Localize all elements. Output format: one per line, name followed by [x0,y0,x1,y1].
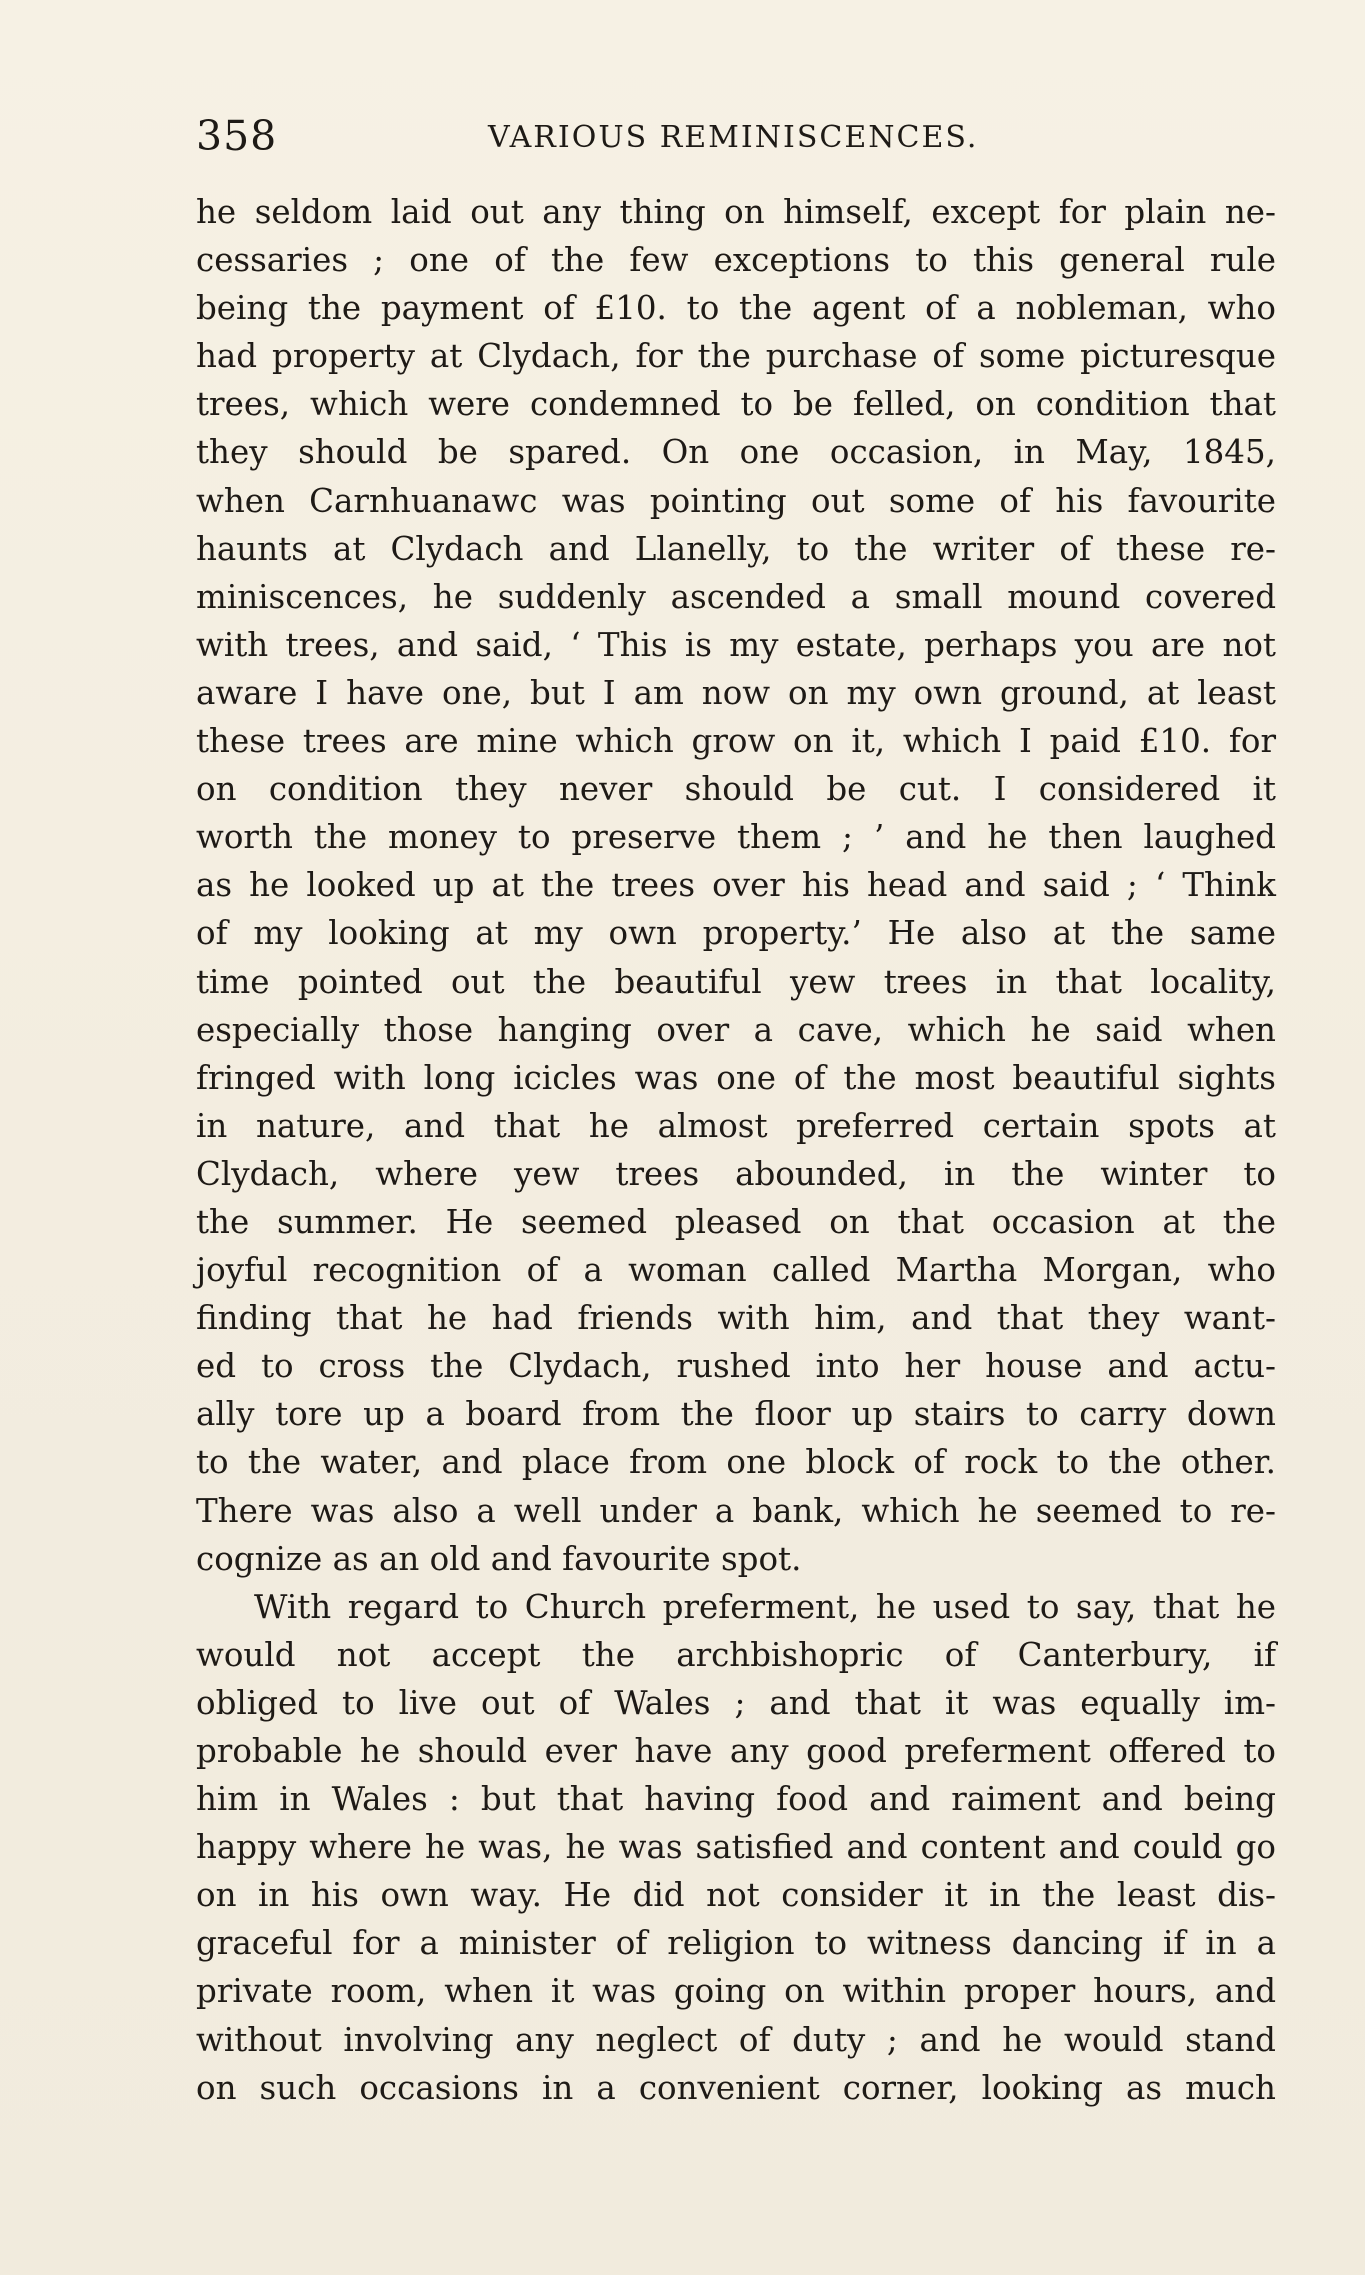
text-line: obliged to live out of Wales ; and that it was equally im- [196,1683,1276,1722]
text-line: trees, which were condemned to be felled, on condition that [196,385,1276,424]
text-line: fringed with long icicles was one of the most beautiful sights [196,1058,1276,1097]
text-line: aware I have one, but I am now on my own ground, at least [196,673,1276,712]
text-line: to the water, and place from one block of rock to the other. [196,1443,1276,1482]
text-line: cognize as an old and favourite spot. [196,1539,802,1578]
text-line: cessaries ; one of the few exceptions to this general rule [196,241,1276,280]
text-line: happy where he was, he was satisfied and content and could go [196,1828,1276,1867]
text-line: with trees, and said, ‘ This is my estate, perhaps you are not [196,625,1276,664]
text-line: probable he should ever have any good preferment offered to [196,1732,1276,1770]
text-line: when Carnhuanawc was pointing out some of his favourite [196,481,1276,520]
body-text [196,188,1276,2112]
text-line: especially those hanging over a cave, which he said when [196,1010,1276,1049]
text-line: being the payment of £10. to the agent of a nobleman, who [196,289,1276,328]
text-line: had property at Clydach, for the purchase of some picturesque [196,337,1276,376]
text-line: finding that he had friends with him, and that they want- [196,1299,1276,1338]
text-line: miniscences, he suddenly ascended a small mound covered [196,577,1276,616]
text-line: on condition they never should be cut. I considered it [196,770,1276,809]
text-line: ally tore up a board from the floor up stairs to carry down [196,1395,1276,1434]
text-line: on in his own way. He did not consider it in the least dis- [196,1876,1276,1915]
text-line: without involving any neglect of duty ; and he would stand [196,2020,1276,2059]
text-line: ed to cross the Clydach, rushed into her house and actu- [196,1347,1276,1386]
text-line: private room, when it was going on within proper hours, and [196,1972,1276,2011]
text-line: time pointed out the beautiful yew trees in that locality, [196,962,1276,1001]
text-line: of my looking at my own property.’ He also at the same [196,914,1276,953]
text-line: There was also a well under a bank, which he seemed to re- [196,1491,1276,1530]
text-line: would not accept the archbishopric of Canterbury, if [196,1635,1276,1674]
text-line: him in Wales : but that having food and raiment and being [196,1780,1276,1819]
text-line: he seldom laid out any thing on himself, except for plain ne- [196,193,1276,231]
text-line: joyful recognition of a woman called Martha Morgan, who [196,1251,1276,1290]
page-header [196,112,1276,172]
text-line: these trees are mine which grow on it, which I paid £10. for [196,722,1276,761]
text-line: in nature, and that he almost preferred certain spots at [196,1106,1276,1145]
text-line: haunts at Clydach and Llanelly, to the writer of these re- [196,529,1276,568]
text-line: worth the money to preserve them ; ’ and he then laughed [196,818,1276,857]
text-line: as he looked up at the trees over his head and said ; ‘ Think [196,866,1276,905]
text-line: Clydach, where yew trees abounded, in the winter to [196,1154,1276,1193]
text-line: on such occasions in a convenient corner, looking as much [196,2068,1276,2107]
paragraph-first-line: With regard to Church preferment, he used to say, that he [254,1587,1276,1626]
text-line: graceful for a minister of religion to witness dancing if in a [196,1924,1276,1963]
text-line: they should be spared. On one occasion, in May, 1845, [196,433,1276,472]
running-head: VARIOUS REMINISCENCES. [488,120,979,155]
page-number: 358 [196,112,278,160]
text-line: the summer. He seemed pleased on that occasion at the [196,1202,1276,1241]
